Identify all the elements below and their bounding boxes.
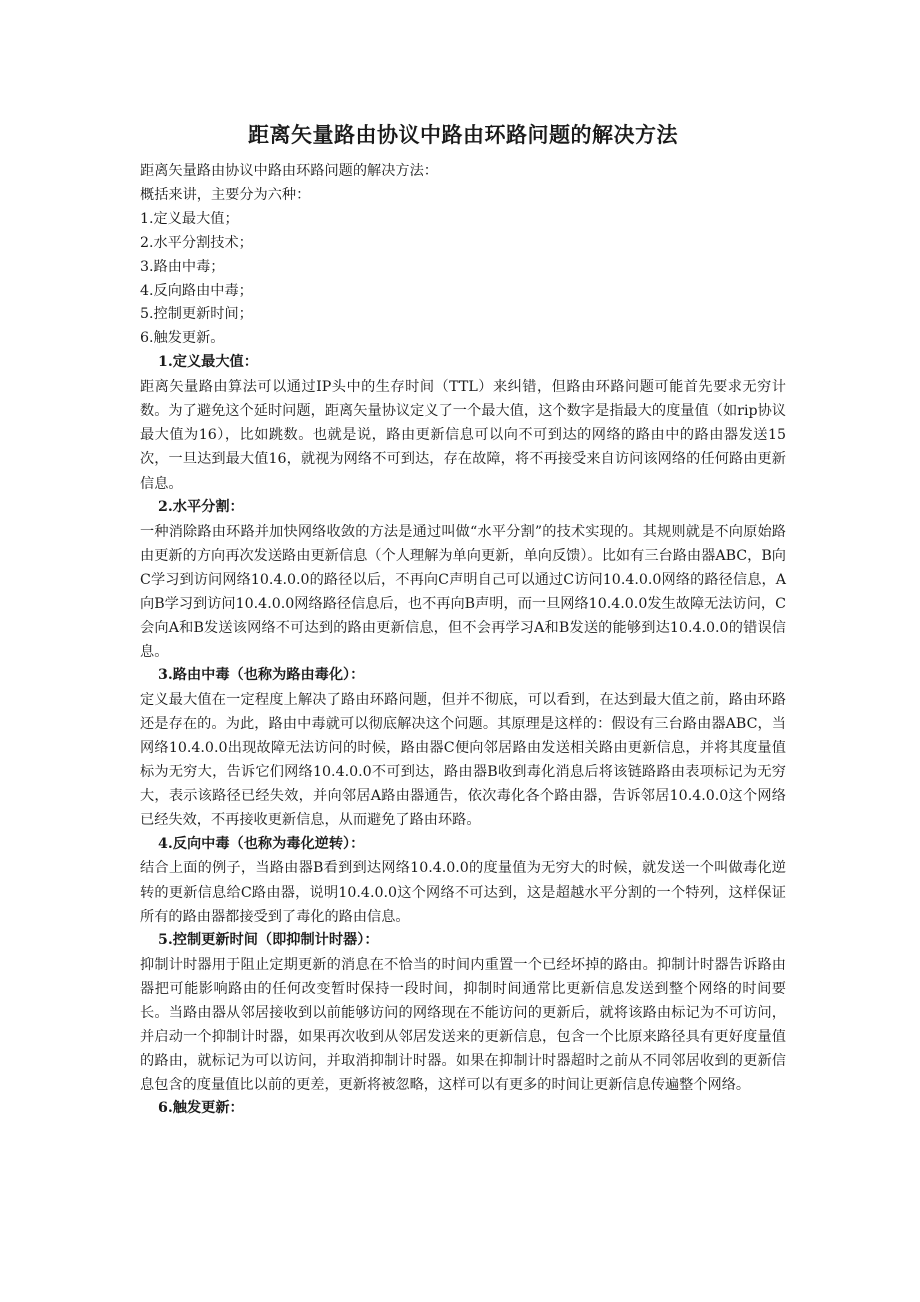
intro-list-item: 2.水平分割技术； [140,234,253,251]
intro-list-item: 4.反向路由中毒； [140,282,253,299]
intro-line: 距离矢量路由协议中路由环路问题的解决方法： [140,163,438,179]
section-4 [140,833,786,929]
section-3 [140,664,786,832]
section-1 [140,351,786,495]
section-5 [140,929,786,1097]
section-heading: 3.路由中毒（也称为路由毒化）： [158,667,365,684]
section-body: 一种消除路由环路并加快网络收敛的方法是通过叫做“水平分割”的技术实现的。其规则就是不向原始路由更新的方向再次发送路由更新信息（个人理解为单向更新，单向反馈）。比如有三台路由器ABC，B向C学习到访问网络10.4.0.0的路径以后，不再向C声明自己可以通过C访问10.4.0.0网络的路径信息，A向B学习到访问10.4.0.0网络路径信息后，也不再向B声明，而一旦网络10.4.0.0发生故障无法访问，C会向A和B发送该网络不可达到的路由更新信息，但不会再学习A和B发送的能够到达10.4.0.0的错误信息。 [140,523,786,660]
section-2 [140,496,786,664]
intro-list-item: 3.路由中毒； [140,258,225,275]
section-body: 抑制计时器用于阻止定期更新的消息在不恰当的时间内重置一个已经坏掉的路由。抑制计时器告诉路由器把可能影响路由的任何改变暂时保持一段时间，抑制时间通常比更新信息发送到整个网络的时间要长。当路由器从邻居接收到以前能够访问的网络现在不能访问的更新后，就将该路由标记为不可访问，并启动一个抑制计时器，如果再次收到从邻居发送来的更新信息，包含一个比原来路径具有更好度量值的路由，就标记为可以访问，并取消抑制计时器。如果在抑制计时器超时之前从不同邻居收到的更新信息包含的度量值比以前的更差，更新将被忽略，这样可以有更多的时间让更新信息传遍整个网络。 [140,956,786,1094]
intro-list-item: 5.控制更新时间； [140,306,253,323]
section-heading: 6.触发更新： [158,1100,244,1117]
intro-list-item: 6.触发更新。 [140,330,225,347]
document-title: 距离矢量路由协议中路由环路问题的解决方法 [248,122,678,147]
section-heading: 2.水平分割： [158,498,244,515]
section-body: 结合上面的例子，当路由器B看到到达网络10.4.0.0的度量值为无穷大的时候，就发送一个叫做毒化逆转的更新信息给C路由器，说明10.4.0.0这个网络不可达到，这是超越水平分割的一个特列，这样保证所有的路由器都接受到了毒化的路由信息。 [140,860,786,925]
section-6 [140,1097,786,1121]
section-heading: 5.控制更新时间（即抑制计时器）： [158,931,379,948]
section-body: 定义最大值在一定程度上解决了路由环路问题，但并不彻底，可以看到，在达到最大值之前，路由环路还是存在的。为此，路由中毒就可以彻底解决这个问题。其原理是这样的：假设有三台路由器ABC，当网络10.4.0.0出现故障无法访问的时候，路由器C便向邻居路由发送相关路由更新信息，并将其度量值标为无穷大，告诉它们网络10.4.0.0不可到达，路由器B收到毒化消息后将该链路路由表项标记为无穷大，表示该路径已经失效，并向邻居A路由器通告，依次毒化各个路由器，告诉邻居10.4.0.0这个网络已经失效，不再接收更新信息，从而避免了路由环路。 [140,692,786,829]
section-body: 距离矢量路由算法可以通过IP头中的生存时间（TTL）来纠错，但路由环路问题可能首先要求无穷计数。为了避免这个延时问题，距离矢量协议定义了一个最大值，这个数字是指最大的度量值（如rip协议最大值为16），比如跳数。也就是说，路由更新信息可以向不可到达的网络的路由中的路由器发送15次，一旦达到最大值16，就视为网络不可到达，存在故障，将不再接受来自访问该网络的任何路由更新信息。 [140,379,786,492]
document-page [140,118,786,1121]
intro-line: 概括来讲，主要分为六种： [140,186,311,203]
intro-list-item: 1.定义最大值； [140,210,239,227]
section-heading: 1.定义最大值： [158,354,258,371]
intro-block [140,160,786,351]
section-heading: 4.反向中毒（也称为毒化逆转）： [158,835,365,852]
